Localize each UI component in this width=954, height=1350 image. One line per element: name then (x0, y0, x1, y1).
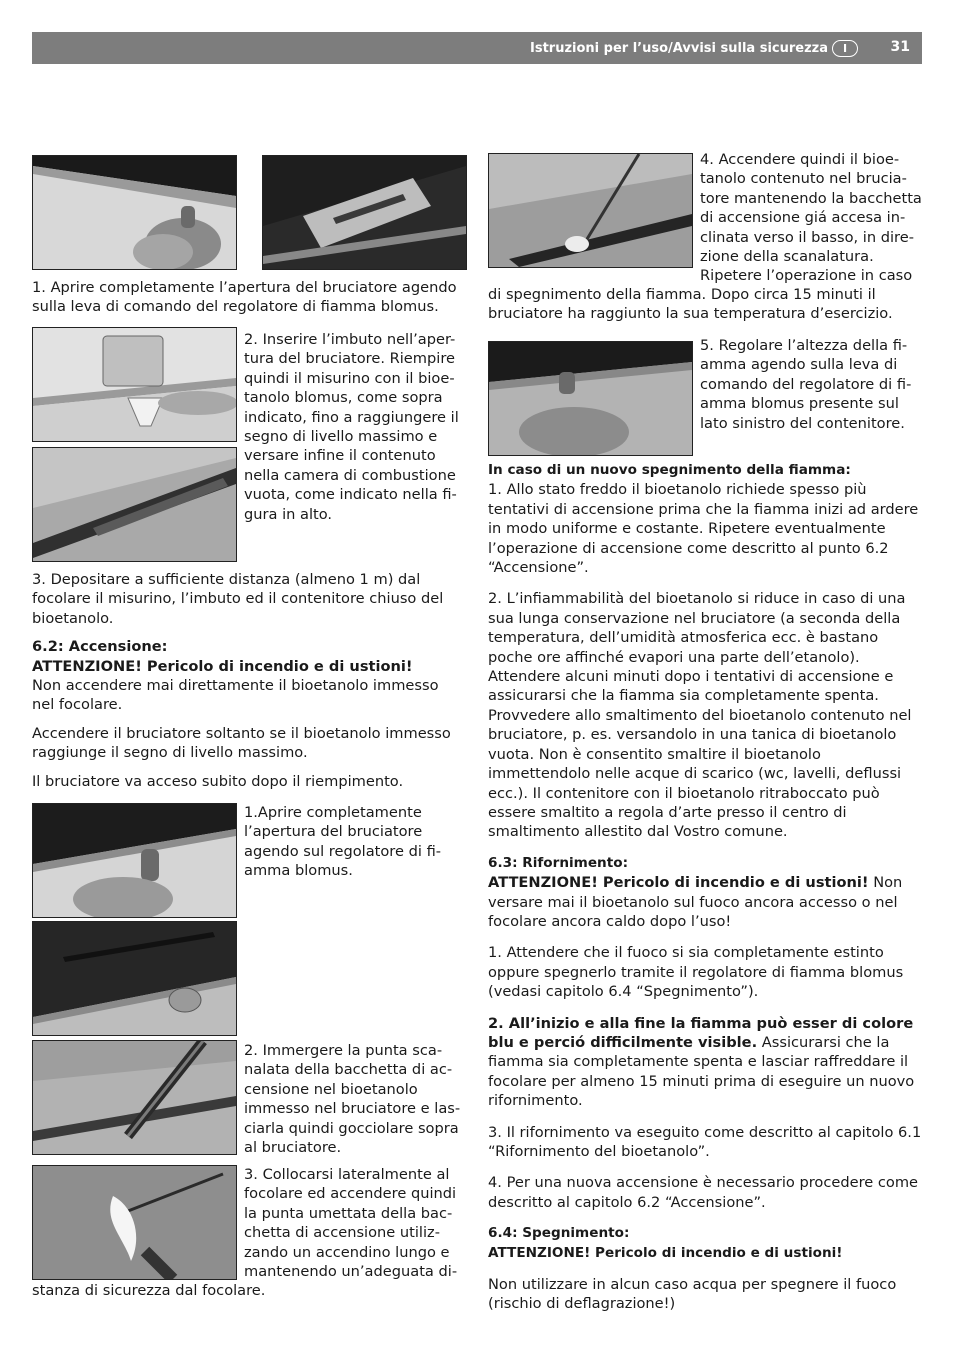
sec62-paragraph: Il bruciatore va acceso subito dopo il riempimento. (32, 772, 404, 790)
ign1-text (244, 803, 466, 881)
step4-line: tanolo contenuto nel brucia- (700, 170, 907, 188)
sec63-warning-rest: Non versare mai il bioetanolo sul fuoco ancora accesso o nel focolare ancora caldo dopo l’uso! (488, 874, 903, 930)
step2-line: 2. Inserire l’imbuto nell’aper- (244, 331, 456, 348)
ign2-line: ciarla quindi gocciolare sopra (244, 1119, 459, 1137)
step5-line: amma agendo sulla leva di (700, 356, 898, 374)
photo-dip-rod (32, 1040, 237, 1155)
step2-line: segno di livello massimo e (244, 428, 438, 446)
step5-line: lato sinistro del contenitore. (700, 414, 905, 432)
page-number: 31 (890, 39, 910, 55)
step4-text (700, 150, 924, 286)
step2-line: tura del bruciatore. Riempire (244, 350, 455, 368)
step4-line: zione della scanalatura. (700, 248, 874, 266)
relight-paragraph: 1. Allo stato freddo il bioetanolo richiede spesso più tentativi di accensione prima che la fiamma inizi ad ardere in modo uniforme e costante. Ripetere eventualmente l’operazione di accensione come descritto al punto 6.2 “Accensione”. (488, 481, 919, 577)
photo-liquid-in-slot (32, 447, 237, 562)
ign2-line: immesso nel bruciatore e las- (244, 1100, 461, 1118)
left-section-6-2 (32, 570, 465, 791)
step2-line: versare infine il contenuto (244, 447, 436, 465)
right-sections (488, 461, 924, 1314)
step3-text: 3. Depositare a sufficiente distanza (almeno 1 m) dal focolare il misurino, l’imbuto ed il contenitore chiuso del bioetanolo. (32, 571, 444, 627)
sec63-paragraph: 4. Per una nuova accensione è necessario procedere come descritto al capitolo 6.2 “Accensione”. (488, 1174, 919, 1211)
photo-open-burner (32, 155, 237, 270)
step2-line: indicato, fino a raggiungere il (244, 408, 459, 426)
ign3-text (244, 1165, 466, 1281)
ign3-line: la punta umettata della bac- (244, 1204, 453, 1222)
step4-line: 4. Accendere quindi il bioe- (700, 151, 900, 168)
ign1-line: amma blomus. (244, 862, 353, 880)
photo-light-rod (32, 1165, 237, 1280)
step2-line: nella camera di combustione (244, 466, 456, 484)
sec62-warning: ATTENZIONE! Pericolo di incendio e di ustioni! (32, 657, 413, 675)
ign2-text (244, 1041, 466, 1157)
photo-adjust-flame (488, 341, 693, 456)
sec62-heading: 6.2: Accensione: (32, 638, 168, 656)
ign1-line: 1.Aprire completamente (244, 804, 422, 821)
relight-heading: In caso di un nuovo spegnimento della fiamma: (488, 462, 851, 478)
language-badge: I (832, 40, 858, 57)
sec63-p2-bold: 2. All’inizio e alla fine la fiamma può esser di colore blu e perció difficilmente visible. (488, 1014, 914, 1051)
ign3-line: zando un accendino lungo e (244, 1243, 450, 1261)
photo-open-lever (32, 803, 237, 918)
sec64-heading: 6.4: Spegnimento: (488, 1225, 630, 1242)
sec64-warning: ATTENZIONE! Pericolo di incendio e di ustioni! (488, 1244, 843, 1261)
relight-paragraph: 2. L’infiammabilità del bioetanolo si riduce in caso di una sua lunga conservazione nel bruciatore (a seconda della temperatura, dell’umidità atmosferica ecc. è bastano poche ore affinché evapori una parte dell’etanolo). Attendere alcuni minuti dopo i tentativi di accensione e assicurarsi che la fiamma sia completamente spenta. Provvedere allo smaltimento del bioetanolo contenuto nel bruciatore, p. es. versandolo in una tanica di bioetanolo vuota. Non è consentito smaltire il bioetanolo immettendolo nelle acque di scarico (wc, lavelli, deflussi ecc.). Il contenitore con il bioetanolo ritraboccato può essere smaltito a regola d’arte presso il centro di smaltimento allestito dal Vostro comune. (488, 590, 912, 841)
step4-line: clinata verso il basso, in dire- (700, 228, 914, 246)
step1-text: 1. Aprire completamente l’apertura del bruciatore agendo sulla leva di comando del regolatore di fiamma blomus. (32, 279, 457, 316)
ign3-line: 3. Collocarsi lateralmente al (244, 1166, 450, 1183)
step4-tail: di spegnimento della fiamma. Dopo circa 15 minuti il bruciatore ha raggiunto la sua temperatura d’esercizio. (488, 286, 893, 323)
step2-line: tanolo blomus, come sopra (244, 389, 443, 407)
photo-burner-slot (262, 155, 467, 270)
ign2-line: al bruciatore. (244, 1139, 342, 1157)
sec64-paragraph: Non utilizzare in alcun caso acqua per spegnere il fuoco (rischio di deflagrazione!) (488, 1276, 897, 1313)
step2-line: vuota, come indicato nella fi- (244, 486, 457, 504)
ign1-line: l’apertura del bruciatore (244, 823, 423, 841)
sec63-warning-paragraph (488, 873, 924, 931)
ign2-line: censione nel bioetanolo (244, 1080, 418, 1098)
sec62-paragraph: Accendere il bruciatore soltanto se il bioetanolo immesso raggiunge il segno di livello massimo. (32, 724, 451, 762)
sec63-paragraph: 1. Attendere che il fuoco si sia completamente estinto oppure spegnerlo tramite il regolatore di fiamma blomus (vedasi capitolo 6.4 “Spegnimento”). (488, 944, 904, 1001)
step4-line: di accensione giá accesa in- (700, 209, 906, 227)
step4-line: Ripetere l’operazione in caso (700, 267, 913, 285)
ign2-line: nalata della bacchetta di ac- (244, 1061, 453, 1079)
step5-line: amma blomus presente sul (700, 395, 899, 413)
sec63-heading: 6.3: Rifornimento: (488, 854, 629, 871)
step4-line: tore mantenendo la bacchetta (700, 189, 922, 207)
photo-pour-funnel (32, 327, 237, 442)
ign3-line: chetta di accensione utiliz- (244, 1224, 440, 1242)
ign1-line: agendo sul regolatore di fi- (244, 842, 442, 860)
step2-text (244, 330, 466, 524)
photo-ignite-slot (488, 153, 693, 268)
step2-line: gura in alto. (244, 505, 333, 523)
ign3-line: focolare ed accendere quindi (244, 1185, 457, 1203)
step5-text (700, 336, 924, 433)
header-title (530, 40, 858, 57)
step2-line: quindi il misurino con il bioe- (244, 369, 455, 387)
sec63-warning: ATTENZIONE! Pericolo di incendio e di ustioni! (488, 874, 869, 892)
step5-line: comando del regolatore di fi- (700, 375, 912, 393)
header-bar (32, 32, 922, 64)
sec63-p2-rest: Assicurarsi che la fiamma sia completamente spenta e lasciar raffreddare il focolare per almeno 15 minuti prima di eseguire un nuovo rifornimento. (488, 1033, 915, 1110)
sec63-paragraph-2 (488, 1014, 924, 1111)
ign3-line: mantenendo un’adeguata di- (244, 1263, 458, 1281)
ign3-tail: stanza di sicurezza dal focolare. (32, 1282, 266, 1299)
ign2-line: 2. Immergere la punta sca- (244, 1042, 443, 1059)
photo-lever-closed (32, 921, 237, 1036)
header-title-text: Istruzioni per l’uso/Avvisi sulla sicurezza (530, 41, 828, 56)
sec62-paragraph: Non accendere mai direttamente il bioetanolo immesso nel focolare. (32, 677, 439, 714)
sec63-paragraph: 3. Il rifornimento va eseguito come descritto al capitolo 6.1 “Rifornimento del bioetanolo”. (488, 1123, 922, 1160)
step5-line: 5. Regolare l’altezza della fi- (700, 337, 908, 354)
